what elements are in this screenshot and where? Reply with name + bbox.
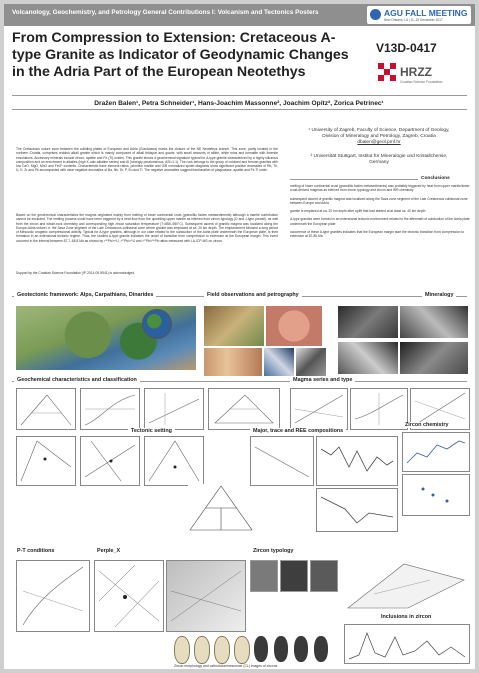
bse-image	[338, 342, 398, 374]
agu-dates: New Orleans, LA | 11–15 December 2017	[384, 18, 443, 22]
support-note: Support by the Croatian Science Foundation (IP-2014-09-9541) is acknowledged.	[16, 271, 135, 275]
ternary-diagram	[188, 484, 254, 532]
hrzz-name: HRZZ	[400, 65, 432, 79]
divider	[290, 179, 418, 180]
bse-image	[338, 306, 398, 338]
thin-section-photo	[296, 348, 326, 376]
tectonic-discrimination-diagram	[80, 436, 140, 486]
hrzz-subtitle: Croatian Science Foundation	[400, 80, 443, 84]
classification-diagram	[16, 388, 76, 430]
zircon-chemistry-diagram	[402, 432, 470, 472]
bse-image	[400, 342, 468, 374]
thin-section-photo	[204, 348, 262, 376]
panel-title-major: Major, trace and REE compositions	[250, 428, 346, 434]
conclusions-heading: Conclusions	[421, 176, 450, 181]
agu-title: AGU FALL MEETING	[384, 8, 468, 18]
panel-title-geotectonic: Geotectonic framework: Alps, Carpathians, Dinarides	[14, 292, 156, 298]
classification-diagram	[80, 388, 140, 430]
granite-hand-sample-photo	[266, 306, 322, 346]
panel-title-geochem: Geochemical characteristics and classification	[14, 377, 140, 383]
zircon-typology-image	[310, 560, 338, 592]
magma-type-diagram	[350, 388, 408, 430]
zircon-chemistry-diagram	[402, 474, 470, 516]
panel-title-field: Field observations and petrography	[204, 292, 302, 298]
poster-code: V13D-0417	[376, 41, 437, 55]
abstract-paragraph-1: The Cretaceous suture zone between the colliding plates of European and Adria (Gondwana) marks the closure of the NE Neotethys branch. This zone, partly located in the northern Croatia, comprises reddish alkali granite which is mainly composed of alkali feldspar and quartz, with small amounts of albite, white mica and hematite with ilmenite exsolutions. Accessory minerals include zircon, apatite and Fe-(Ti)-oxides. This granite shows a geochemical signature typical for A-type granite characterized by a highly siliceous composition and an enrichment in alkalies (high K-calc-alkaline series) and Al (strongly peraluminous, ASI=1.1). The rock belongs to the group of oxidized and ferroan granites with low CaO, MgO, MnO and FeO* contents. Characteristic trace element ratios, primitive mantle and OIB normalized spider-diagrams show significant positive anomalies of Rb, Th, U, K, Zr and Pb accompanied with clear negative anomalies of Ba, Nb, Sr, P, Eu and Ti. The negative anomalies suggest fractionation of plagioclase, apatite and Fe-Ti oxide.	[16, 147, 278, 173]
zircon-typology-chart	[344, 560, 468, 612]
zircon-cl-image	[174, 636, 190, 664]
globe-inset	[142, 309, 172, 339]
zircon-cl-image	[194, 636, 210, 664]
conclusions-list	[290, 184, 470, 243]
zircon-typology-image	[250, 560, 278, 592]
perplex-pseudosection	[94, 560, 164, 632]
divider	[12, 109, 467, 110]
session-banner	[4, 4, 475, 26]
panel-title-mineralogy: Mineralogy	[422, 292, 456, 298]
panel-title-pt: P-T conditions	[14, 548, 57, 554]
harker-diagram	[250, 436, 314, 486]
zircon-cl-image	[214, 636, 230, 664]
tectonic-discrimination-diagram	[144, 436, 204, 486]
abstract-paragraph-2: Based on the geochemical characteristics the magma originated mainly from melting of lower continental crust (granulitic facies metasediments) although a mantle contribution cannot be excluded. The melting process could have been triggered by a heat flow from the upwelling upper mantle as inferred from zircon typology (D and J-type prevail), as well from the zircon and whole-rock chemistry and corresponding high zircon saturation temperature (T=855–950°C). Subsequent ascent of granitic magma was localized along the Europe-Adria suture i.e. the Sava Zone segment of the Late Cretaceous collisional zone where granite was emplaced at ca. 20 km depth. The emplacement followed a long period of Mesozoic orogenic compressional activity. Typical for A-type granites, although in our case related to the subduction of the Adria plate underneath the European plate, is their formation in an extensional tectonic regime. Thus, the studied A-type granite indicates the onset of transition from compression to extension at the European margin. This event occurred in the interval between 87.7–85.8 Ma as shown by ²⁰⁶Pb/²³⁸U, ²⁰⁷Pb/²³⁵U and ²⁰⁷Pb/²⁰⁶Pb ratios measured with LA-ICP-MS on zircon.	[16, 213, 278, 243]
bse-image	[400, 306, 468, 338]
conclusion-item: subsequent ascent of granitic magma was localized along the Sava zone segment of the Late Cretaceous collisional zone between Europe and Adria	[290, 196, 468, 205]
spider-diagram	[316, 436, 398, 486]
panel-title-magma: Magma series and type	[290, 377, 355, 383]
hrzz-logo	[378, 63, 448, 97]
conclusion-item: granite is emplaced at ca. 20 km depth after uplift that had started at at least ca. 40 km depth	[290, 209, 426, 214]
pt-diagram	[16, 560, 90, 632]
zircon-cl-image	[254, 636, 268, 662]
panel-title-inclusions: Inclusions in zircon	[378, 614, 434, 620]
perplex-pseudosection	[166, 560, 246, 632]
conclusion-item: occurrence of these A-type granites indicates that the European margin start the tectonic transition from compression to extension at 87-85 Ma	[290, 230, 465, 239]
session-title: Volcanology, Geochemistry, and Petrology General Contributions I: Volcanism and Tectonics Posters	[12, 9, 319, 16]
classification-diagram	[208, 388, 280, 430]
inclusion-spectrum	[344, 624, 470, 664]
authors: Dražen Balen¹, Petra Schneider¹, Hans-Joachim Massonne², Joachim Opitz², Zorica Petrinec¹	[94, 100, 384, 107]
classification-diagram	[144, 388, 204, 430]
thin-section-photo	[264, 348, 294, 376]
conclusion-item: A-type granites were formed in an extensional tectonic environment related to the aftermath of subduction of the Adria plate underneath the European plate	[290, 217, 470, 226]
poster	[4, 4, 475, 669]
panel-title-typology: Zircon typology	[250, 548, 296, 554]
agu-logo	[367, 6, 471, 24]
zircon-typology-image	[280, 560, 308, 592]
tectonic-discrimination-diagram	[16, 436, 76, 486]
panel-title-perplex: Perple_X	[94, 548, 123, 554]
agu-globe-icon	[370, 9, 381, 20]
hrzz-mark-icon	[378, 63, 396, 81]
affiliation-1: ¹ University of Zagreb, Faculty of Science, Department of Geology, Division of Mineralogy and Petrology, Zagreb, Croatia dbalen@geol.pmf.hr	[290, 128, 468, 147]
zircon-cl-image	[234, 636, 250, 664]
conclusion-item: melting of lower continental crust (granulitic facies metasediments) was probably triggered by heat from upper mantle/lower crust-derived magmas as inferred from zircon typology and zircon and WR chemistry	[290, 184, 470, 193]
author-email-link[interactable]: dbalen@geol.pmf.hr	[357, 140, 401, 146]
zircon-cl-image	[274, 636, 288, 662]
zircon-cl-image	[314, 636, 328, 662]
magma-type-diagram	[290, 388, 348, 430]
divider	[12, 95, 467, 96]
affiliation-2: ² Universität Stuttgart, Institut für Mineralogie und Kristallchemie, Germany	[310, 154, 448, 166]
cl-caption: Zircon morphology and cathodoluminescence (CL) images of zircons	[174, 664, 278, 668]
panel-title-zircon-chem: Zircon chemistry	[402, 422, 451, 428]
ree-diagram	[316, 488, 398, 532]
zircon-cl-image	[294, 636, 308, 662]
panel-title-tectonic: Tectonic setting	[128, 428, 175, 434]
poster-title: From Compression to Extension: Cretaceous A-type Granite as Indicator of Geodynamic Changes in the Adria Part of the European Neotethys	[12, 30, 349, 80]
field-outcrop-photo	[204, 306, 264, 346]
